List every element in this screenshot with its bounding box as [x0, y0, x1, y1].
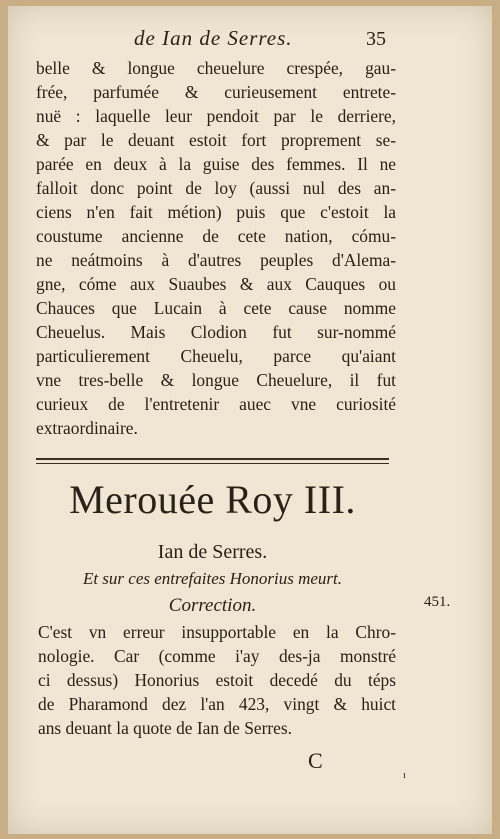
text-line: coustume ancienne de cete nation, cómu- [36, 226, 396, 246]
text-line: gne, cóme aux Suaubes & aux Cauques ou [36, 274, 396, 294]
running-head [0, 26, 500, 56]
margin-note-year: 451. [424, 594, 451, 610]
text-line: Cheuelus. Mais Clodion fut sur-nommé [36, 322, 396, 342]
text-line: vne tres-belle & longue Cheuelure, il fut [36, 370, 396, 390]
text-line: parée en deux à la guise des femmes. Il ne [36, 154, 396, 174]
page-number: 35 [366, 28, 386, 50]
text-line: ci dessus) Honorius estoit decedé du téps [38, 670, 396, 690]
text-line: Chauces que Lucain à cete cause nomme [36, 298, 396, 318]
section-heading: Merouée Roy III. [69, 477, 356, 522]
text-line: nuë : laquelle leur pendoit par le derriere, [36, 106, 396, 126]
text-line: ne neátmoins à d'autres peuples d'Alema- [36, 250, 396, 270]
correction-paragraph [38, 620, 396, 740]
text-line: extraordinaire. [36, 418, 138, 438]
author-line: Ian de Serres. [157, 541, 268, 563]
text-line: ans deuant la quote de Ian de Serres. [38, 718, 292, 738]
text-line: belle & longue cheuelure crespée, gau- [36, 58, 396, 78]
text-line: falloit donc point de loy (aussi nul des an- [36, 178, 396, 198]
text-line: curieux de l'entretenir auec vne curiosité [36, 394, 396, 414]
paragraph-block [36, 56, 396, 440]
running-head-title: de Ian de Serres. [134, 26, 293, 50]
quoted-statement: Et sur ces entrefaites Honorius meurt. [82, 569, 343, 588]
text-line: frée, parfumée & curieusement entrete- [36, 82, 396, 102]
ink-speck: ı [403, 770, 406, 781]
text-line: C'est vn erreur insupportable en la Chro- [38, 622, 396, 642]
text-line: ciens n'en fait métion) puis que c'estoit la [36, 202, 396, 222]
catchword: C [308, 748, 323, 773]
text-line: particulierement Cheuelu, parce qu'aiant [36, 346, 396, 366]
text-line: de Pharamond dez l'an 423, vingt & huict [38, 694, 396, 714]
text-line: & par le deuant estoit fort proprement se- [36, 130, 396, 150]
correction-subheading: Correction. [168, 595, 257, 616]
text-line: nologie. Car (comme i'ay des-ja monstré [38, 646, 396, 666]
section-divider-rule [36, 458, 389, 464]
